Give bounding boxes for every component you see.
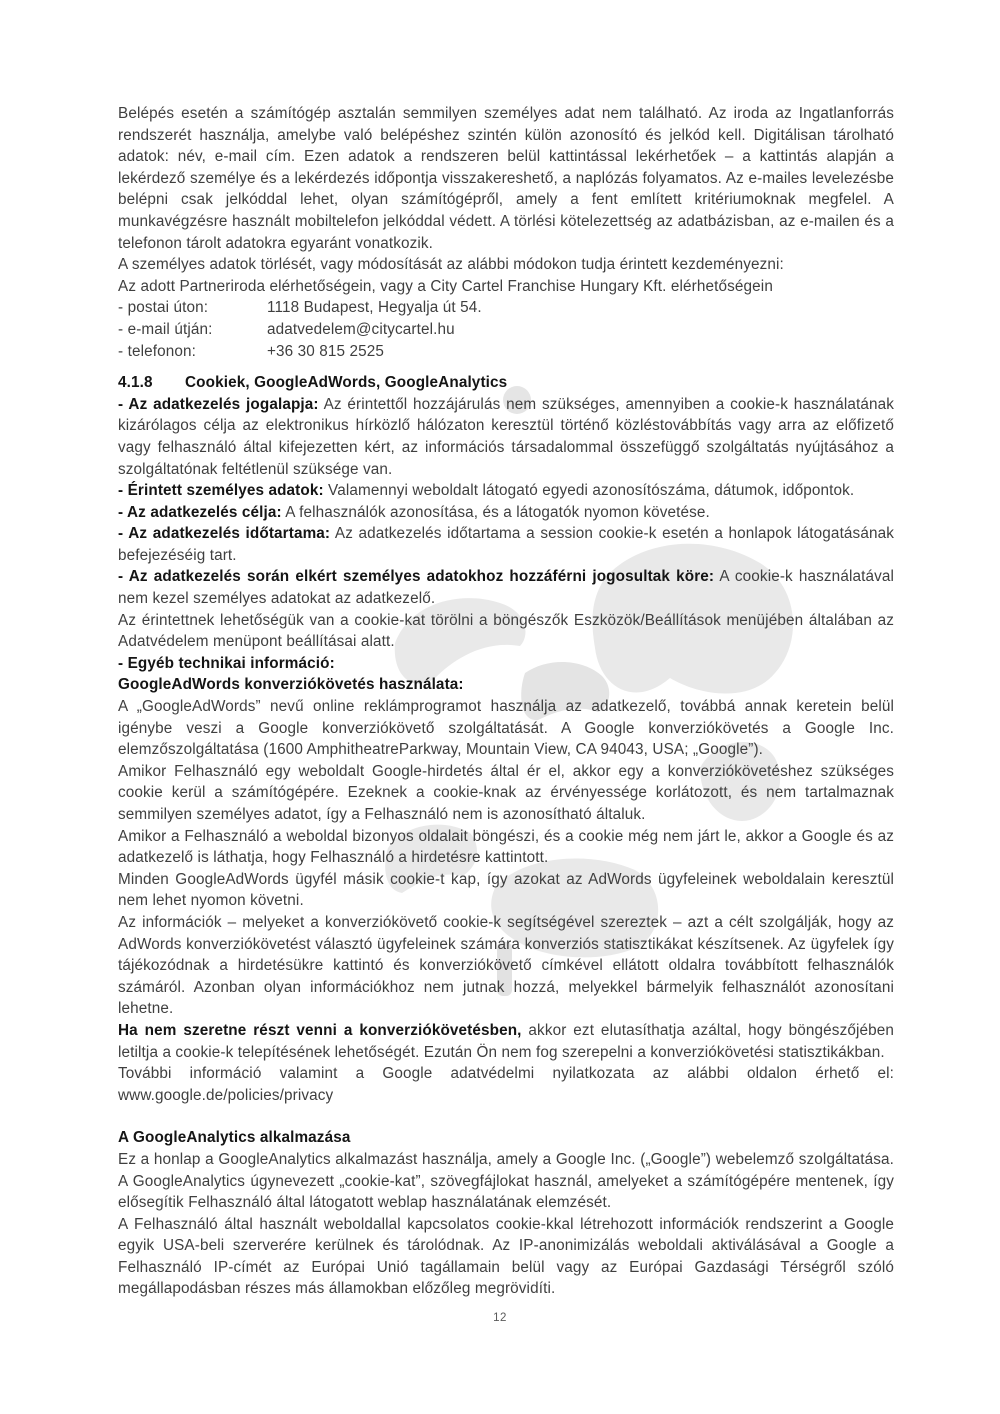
paragraph: Amikor Felhasználó egy weboldalt Google-hirdetés által ér el, akkor egy a konverziókövetéshez szükséges cookie kerül a számítógépére. Ezeknek a cookie-knak az érvényessége korlátozott, és nem tartalmaznak semmilyen személyes adatot, így a Felhasználó nem is azonosítható általuk. — [118, 762, 894, 823]
definition-text: Valamennyi weboldalt látogató egyedi azonosítószáma, dátumok, időpontok. — [323, 482, 855, 500]
definition-text: A cookie-k használatával nem kezel személyes adatokat az adatkezelő. — [118, 568, 894, 608]
modify-info-line: A személyes adatok törlését, vagy módosítását az alábbi módokon tudja érintett kezdeményezni: — [118, 256, 784, 274]
section-title: Cookiek, GoogleAdWords, GoogleAnalytics — [185, 374, 508, 392]
definition-term: - Az adatkezelés során elkért személyes adatokhoz hozzáférni jogosultak köre: — [118, 568, 715, 586]
definition-text: Az érintettől hozzájárulás nem szükséges, amennyiben a cookie-k használatának kizárólagos célja az elektronikus hírközlő hálózaton keresztül történő közléstovábbítás vagy arra az előfizető vagy felhasználó által kifejezetten kért, az információs társadalommal összefüggő szolgáltatás nyújtásához a szolgáltatónak feltétlenül szüksége van. — [118, 395, 894, 478]
contact-label: - postai úton: — [118, 299, 209, 317]
section-heading — [118, 372, 894, 394]
definition-term: - Az adatkezelés időtartama: — [118, 525, 331, 543]
paragraph: Amikor a Felhasználó a weboldal bizonyos oldalait böngészi, és a cookie még nem járt le, akkor a Google és az adatkezelő is láthatja, hogy Felhasználó a hirdetésre kattintott. — [118, 827, 894, 867]
optout-paragraph — [118, 1020, 894, 1063]
privacy-url: www.google.de/policies/privacy — [118, 1086, 334, 1104]
paragraph: A „GoogleAdWords” nevű online reklámprogramot használja az adatkezelő, továbbá annak keretein belül igénybe veszi a Google konverziókövető szolgáltatását. A Google konverziókövetés a Google Inc. elemzőszolgáltatása (1600 AmphitheatreParkway, Mountain View, CA 94043, USA; „Google”). — [118, 698, 894, 759]
optout-lead: Ha nem szeretne részt venni a konverziókövetésben, — [118, 1021, 522, 1039]
intro-paragraph: Belépés esetén a számítógép asztalán semmilyen személyes adat nem található. Az iroda az Ingatlanforrás rendszerét használja, amelybe való belépéshez szintén külön azonosító és jelkód kell. Digitálisan tárolható adatok: név, e-mail cím. Ezen adatok a rendszeren belül kattintással lekérhetőek – a kattintás alapján a lekérdező személye és a lekérdezés időpontja visszakereshető, a naplózás folyamatos. Az e-mailes levelezésbe belépni csak jelkóddal lehet, olyan számítógépről, amely a fent említett kritériumoknak megfelel. A munkavégzésre használt mobiltelefon jelkóddal védett. A törlési kötelezettség az adatbázisban, az e-mailen és a telefonon tárolt adatokra egyaránt vonatkozik. — [118, 105, 894, 252]
definition-item — [118, 502, 894, 524]
body-text — [118, 103, 894, 1300]
page-number: 12 — [493, 1312, 507, 1324]
contact-row — [118, 297, 894, 319]
other-technical-info-heading: - Egyéb technikai információ: — [118, 654, 335, 672]
paragraph: Az információk – melyeket a konverziókövető cookie-k segítségével szereztek – azt a célt szolgálják, hogy az AdWords konverziókövetést választó ügyfeleinek számára konverziós statisztikákat készítsenek. Az ügyfelek így tájékozódnak a hirdetésükre kattintó és konverziókövető címkével ellátott oldalra továbbított felhasználók számáról. Azonban olyan információkhoz nem jutnak hozzá, melyekkel bármelyik felhasználót azonosítani lehetne. — [118, 913, 894, 1018]
section-number: 4.1.8 — [118, 374, 153, 392]
definition-item — [118, 523, 894, 566]
definition-term: - Érintett személyes adatok: — [118, 482, 324, 500]
more-info-paragraph — [118, 1063, 894, 1106]
definition-text: Az adatkezelés időtartama a session cookie-k esetén a honlapok látogatásának befejezéséig tart. — [118, 525, 894, 564]
paragraph: Ez a honlap a GoogleAnalytics alkalmazást használja, amely a Google Inc. („Google”) webelemző szolgáltatása. A GoogleAnalytics úgynevezett „cookie-kat”, szövegfájlokat használ, amelyeket a számítógépére mentenek, így elősegítik Felhasználó által látogatott weblap használatának elemzését. — [118, 1150, 894, 1212]
optout-text: akkor ezt elutasíthatja azáltal, hogy böngészőjében letiltja a cookie-k telepítésének lehetőségét. Ezután Ön nem fog szerepelni a konverziókövetési statisztikákban. — [118, 1021, 894, 1061]
paragraph: Minden GoogleAdWords ügyfél másik cookie-t kap, így azokat az AdWords ügyfeleinek weboldalain keresztül nem lehet nyomon követni. — [118, 870, 894, 910]
email-address: adatvedelem@citycartel.hu — [267, 320, 455, 338]
cookie-delete-note: Az érintettnek lehetőségük van a cookie-kat törölni a böngészők Eszközök/Beállítások menüjében általában az Adatvédelem menüpont beállításai alatt. — [118, 611, 894, 651]
definition-item — [118, 394, 894, 480]
contact-label: - e-mail útján: — [118, 320, 213, 338]
adwords-heading: GoogleAdWords konverziókövetés használata: — [118, 676, 464, 694]
definition-item — [118, 480, 894, 502]
partner-office-line: Az adott Partneriroda elérhetőségein, vagy a City Cartel Franchise Hungary Kft. elérhetőségein — [118, 277, 773, 295]
definition-term: - Az adatkezelés jogalapja: — [118, 395, 319, 413]
contact-row — [118, 319, 894, 341]
definition-text: A felhasználók azonosítása, és a látogatók nyomon követése. — [281, 503, 710, 521]
definition-term: - Az adatkezelés célja: — [118, 503, 282, 521]
paragraph: A Felhasználó által használt weboldallal kapcsolatos cookie-kkal létrehozott információk rendszerint a Google egyik USA-beli szerverére kerülnek és tárolódnak. Az IP-anonimizálás weboldali aktiválásával a Google a Felhasználó IP-címét az Európai Unió tagállamain belül vagy az Európai Gazdasági Térségről szóló megállapodásban részes más államokban előzőleg megrövidíti. — [118, 1215, 894, 1298]
definition-item — [118, 566, 894, 609]
contact-label: - telefonon: — [118, 342, 196, 360]
postal-address: 1118 Budapest, Hegyalja út 54. — [267, 299, 482, 317]
analytics-heading: A GoogleAnalytics alkalmazása — [118, 1129, 351, 1147]
contact-row — [118, 341, 894, 363]
phone-number: +36 30 815 2525 — [267, 342, 385, 360]
more-info-text: További információ valamint a Google adatvédelmi nyilatkozata az alábbi oldalon érhető el: — [118, 1065, 894, 1083]
